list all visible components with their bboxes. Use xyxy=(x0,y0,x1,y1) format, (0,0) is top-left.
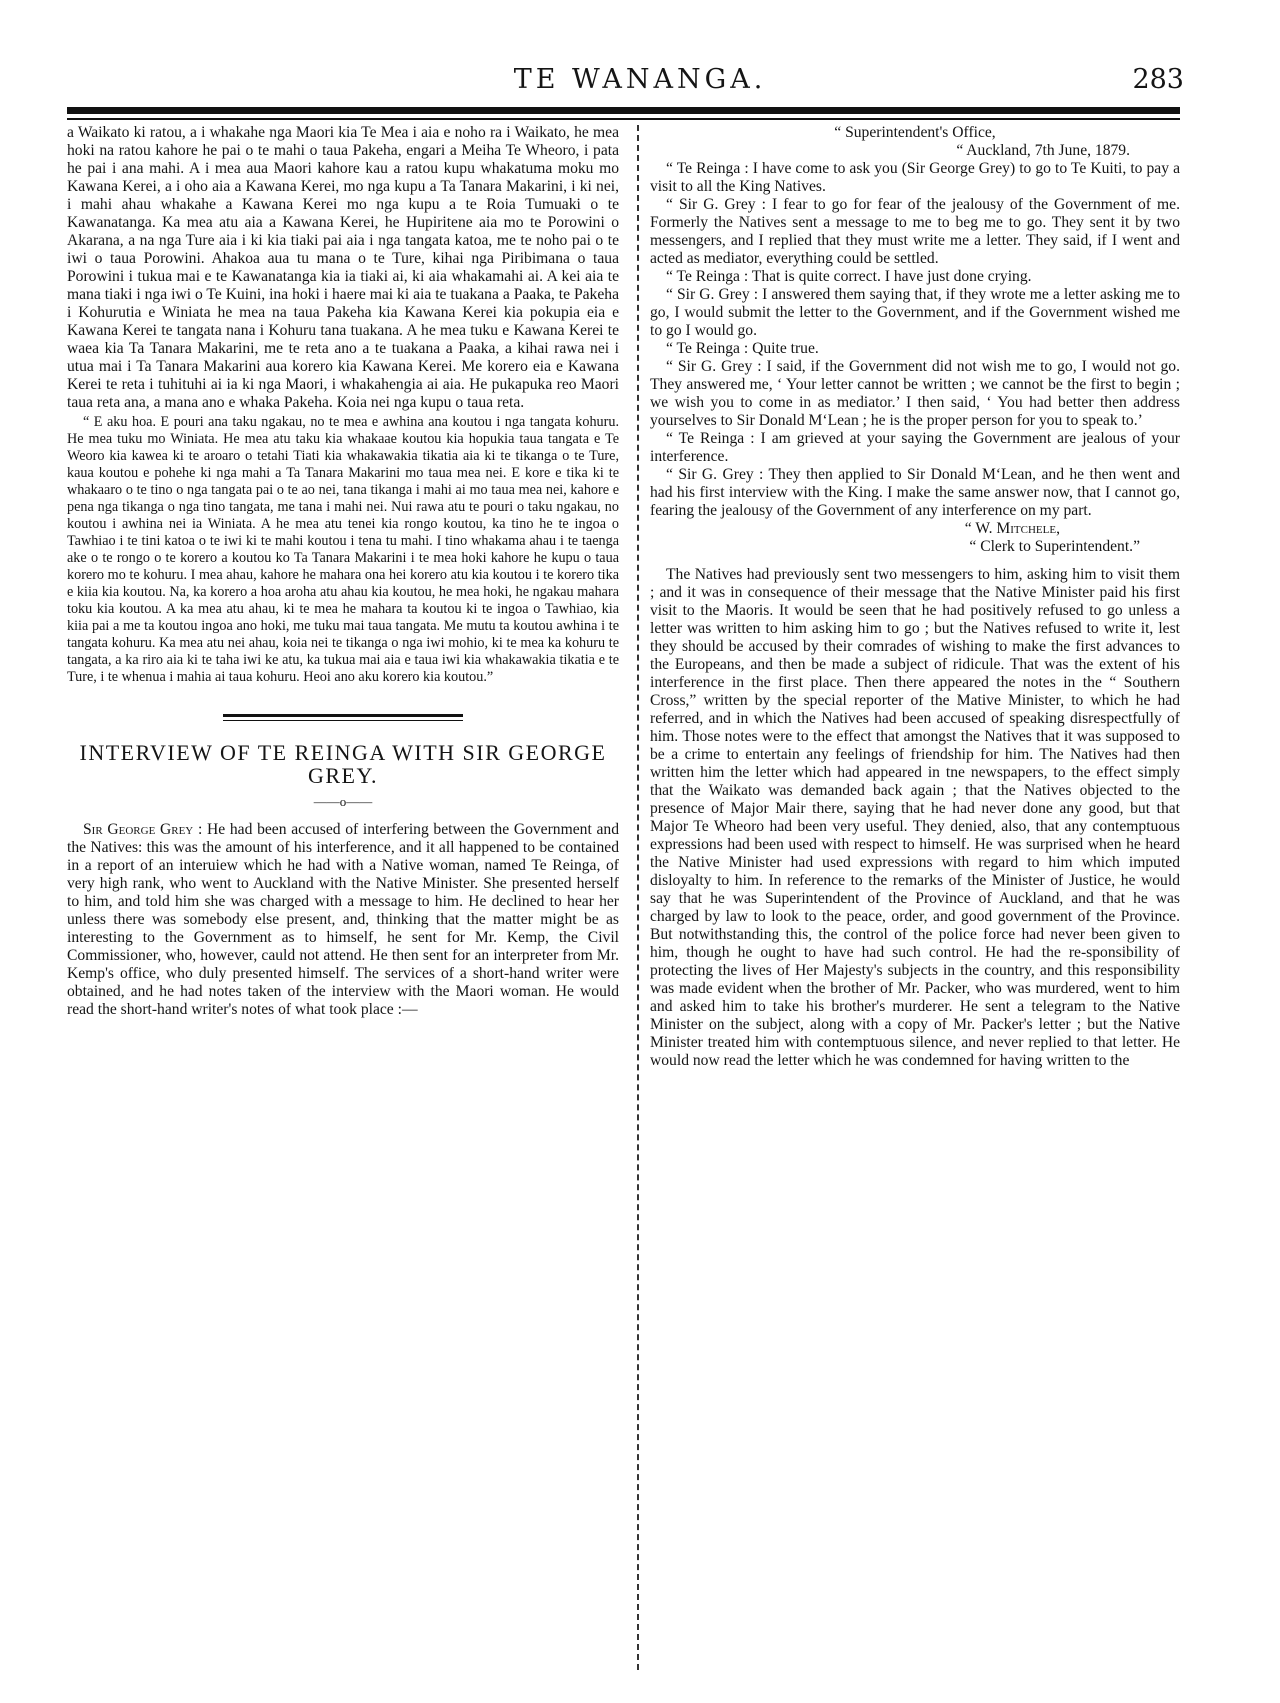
masthead-rule-thin xyxy=(67,118,1180,120)
right-column xyxy=(650,124,1180,1070)
page-number: 283 xyxy=(1132,64,1184,95)
headline-separator: ——o—— xyxy=(313,794,373,809)
dialogue-5: “ Te Reinga : Quite true. xyxy=(666,340,819,357)
speaker-label: Sir George Grey : xyxy=(83,821,203,838)
signature-name: “ W. Mitchele, xyxy=(964,520,1060,537)
article-paragraph-text: He had been accused of interfering between the Government and the Natives: this was the amount of his interference, and it all happened to be contained in a report of an interuiew which he had with a Native woman, named Te Reinga, of very high rank, who went to Auckland with the Native Minister. She presented herself to him, and told him she was charged with a message to him. He declined to hear her unless there was somebody else present, and, thinking that the matter might be as interesting to the Government as to himself, he sent for Mr. Kemp, the Civil Commissioner, who, however, cauld not attend. He then sent for an interpreter from Mr. Kemp's office, who duly presented himself. The services of a short-hand writer were obtained, and he had notes taken of the interview with the Maori woman. He would read the short-hand writer's notes of what took place :— xyxy=(67,821,619,1018)
dialogue-8: “ Sir G. Grey : They then applied to Sir Donald M‘Lean, and he then went and had his first interview with the King. I make the same answer now, that I cannot go, fearing the jealousy of the Government of any interference on my part. xyxy=(650,466,1180,519)
dialogue-6: “ Sir G. Grey : I said, if the Government did not wish me to go, I would not go. They answered me, ‘ Your letter cannot be written ; we cannot be the first to begin ; we wish you to come in as mediator.’ I then said, ‘ You had better then address yourselves to Sir Donald M‘Lean ; he is the proper person for you to speak to.’ xyxy=(650,358,1180,429)
dialogue-3: “ Te Reinga : That is quite correct. I have just done crying. xyxy=(666,268,1032,285)
dialogue-2: “ Sir G. Grey : I fear to go for fear of the jealousy of the Government of me. Formerly the Natives sent a message to me to beg me to go. They sent it by two messengers, and I replied that they must write me a letter. They said, if I went and acted as mediator, everything could be settled. xyxy=(650,196,1180,267)
article-headline: INTERVIEW OF TE REINGA WITH SIR GEORGE GREY. xyxy=(79,740,607,788)
dialogue-4: “ Sir G. Grey : I answered them saying that, if they wrote me a letter asking me to go, I would submit the letter to the Government, and if the Government wished me to go I would go. xyxy=(650,286,1180,339)
column-divider xyxy=(637,125,639,1670)
article-paragraph xyxy=(67,821,619,1019)
article-continuation: The Natives had previously sent two messengers to him, asking him to visit them ; and it was in consequence of their message that the Native Minister paid his first visit to the Maoris. It would be seen that he had positively refused to go unless a letter was written to him asking him to go ; but the Natives refused to write it, lest they should be accused by their comrades of wishing to make the first advances to the Europeans, and then be made a subject of ridicule. That was the extent of his interference in the first place. Then there appeared the notes in the “ Southern Cross,” written by the special reporter of the Mative Minister, to which he had referred, and in which the Natives had been accused of speaking disrespectfully of him. Those notes were to the effect that amongst the Natives that it was supposed to be a crime to entertain any feelings of friendship for him. The Natives had then written him the letter which had appeared in tne newspapers, to the effect simply that the Waikato was demanded back again ; that the Natives objected to the presence of Major Mair there, saying that he had never done any good, but that Major Te Wheoro had been very useful. They denied, also, that any contemptuous expressions had been used with respect to himself. He was surprised when he heard the Native Minister had used expressions with regard to him which imputed disloyalty to him. In reference to the remarks of the Minister of Justice, he would say that he was Superintendent of the Province of Auckland, and that he was charged by law to look to the peace, order, and good government of the Province. But notwithstanding this, the control of the police force had never been given to him, though he ought to have had such control. He had the re-sponsibility of protecting the lives of Her Majesty's subjects in the country, and this responsibility was made evident when the brother of Mr. Packer, who was murdered, went to him and asked him to take his brother's murderer. He sent a telegram to the Native Minister on the subject, along with a copy of Mr. Packer's letter ; but the Native Minister treated him with contemptuous silence, and never replied to that letter. He would now read the letter which he was condemned for having written to the xyxy=(650,566,1180,1069)
masthead-title: TE WANANGA. xyxy=(513,64,767,95)
dialogue-7: “ Te Reinga : I am grieved at your saying the Government are jealous of your interference. xyxy=(650,430,1180,465)
maori-paragraph: a Waikato ki ratou, a i whakahe nga Maori kia Te Mea i aia e noho ra i Waikato, he mea hoki na ratou kahore he pai o te mahi o taua Pakeha, engari a Meiha Te Wheoro, i pata he pai i ana mahi. A i mea aua Maori kahore kau a ratou kupu whakatuma moku mo Kawana Kerei, a i oho aia a Kawana Kerei, mo nga kupu a Ta Tanara Makarini, i ki nei, i mahi ahau whakahe a Kawana Kerei mo nga kupu a te Roia Tumuaki o te Kawanatanga. Ka mea atu aia a Kawana Kerei, he Hupiritene aia mo te Porowini o Akarana, a na nga Ture aia i ki kia tiaki pai aia i nga tangata katoa, me te noho pai o te iwi o taua Porowini. Ahakoa aua tu mana o te Ture, kihai nga Piribimana o taua Porowini i tukua mai e te Kawanatanga kia ia tiaki ai, ki aia whakamahi ai. A kei aia te mana tiaki i nga iwi o Te Kuini, ina hoki i haere mai ki aia te tuakana a Paaka, te Pakeha i Kohurutia e Winiata he mea na taua Pakeha kia Kawana Kerei kia pokupia eia e Kawana Kerei te tangata nana i Kohuru tana tuakana. A he mea tuku e Kawana Kerei te waea kia Ta Tanara Makarini, me te reta ano a te tuakana a Paaka, a kihai rawa nei i utua mai i Ta Tanara Makarini aua korero kia Kawana Kerei. Me korero eia e Kawana Kerei te reta i tuhituhi ai ia ki nga Maori, i whakahengia ai aia. He pukapuka reo Maori taua reta ana, a mana ano e whaka Pakeha. Koia nei nga kupu o taua reta. xyxy=(67,124,619,411)
letter-office: “ Superintendent's Office, xyxy=(834,124,996,141)
masthead-rule-thick xyxy=(67,107,1180,114)
left-column xyxy=(67,124,619,1019)
section-double-rule xyxy=(223,714,463,721)
signature-title: “ Clerk to Superintendent.” xyxy=(969,538,1140,555)
dialogue-1: “ Te Reinga : I have come to ask you (Sir George Grey) to go to Te Kuiti, to pay a visit to all the King Natives. xyxy=(650,160,1180,195)
maori-letter: “ E aku hoa. E pouri ana taku ngakau, no te mea e awhina ana koutou i nga tangata kohuru. He mea tuku mo Winiata. He mea atu taku kia whakaae koutou kia hopukia taua tangata e Te Weoro kia kawea ki te aroaro o tetahi Tiati kia whakawakia tikatia aia ki te tikanga o te Ture, kaua koutou e pohehe ki nga mahi a Ta Tanara Makarini mo taua mea nei. E kore e tika ki te whakaaro o te tino o nga tangata pai o te ao nei, tana tikanga i mahi ai mo taua mea nei, kahore e pena nga tikanga o nga tino tangata, me tana i mahi nei. Nui rawa atu te pouri o taku ngakau, no koutou i awhina nei ia Winiata. A he mea atu tenei kia rongo koutou, ka tino he te ingoa o Tawhiao i te tini katoa o te iwi ki te mahi koutou i tena tu mahi. I tino whakama ahau i te taenga ake o te rongo o te korero a koutou ko Ta Tanara Makarini i te mea hoki kahore he kupu o taua korero mo te kohuru. I mea ahau, kahore he mahara ona hei korero atu kia koutou i te korero tika e kiia kia koutou. Na, ka korero a hoa aroha atu ahau kia koutou, he mea hoki, he ngakau mahara toku kia koutou. A ka mea atu ahau, ki te mea he mahara ta koutou ki te ingoa o Tawhiao, kia kiia pai a me ta koutou ingoa ano hoki, me tuku mai taua tangata. Me mutu ta koutou awhina i te tangata kohuru. Ka mea atu nei ahau, koia nei te tikanga o nga iwi mohio, ki te mea ka kohuru te tangata, a ka riro aia ki te taha iwi ke atu, ka tukua mai aia e taua iwi kia whakawakia tikatia e te Ture, i te whenua i mahia ai taua kohuru. Heoi ano aku korero kia koutou.” xyxy=(67,414,619,685)
letter-date: “ Auckland, 7th June, 1879. xyxy=(956,142,1130,159)
